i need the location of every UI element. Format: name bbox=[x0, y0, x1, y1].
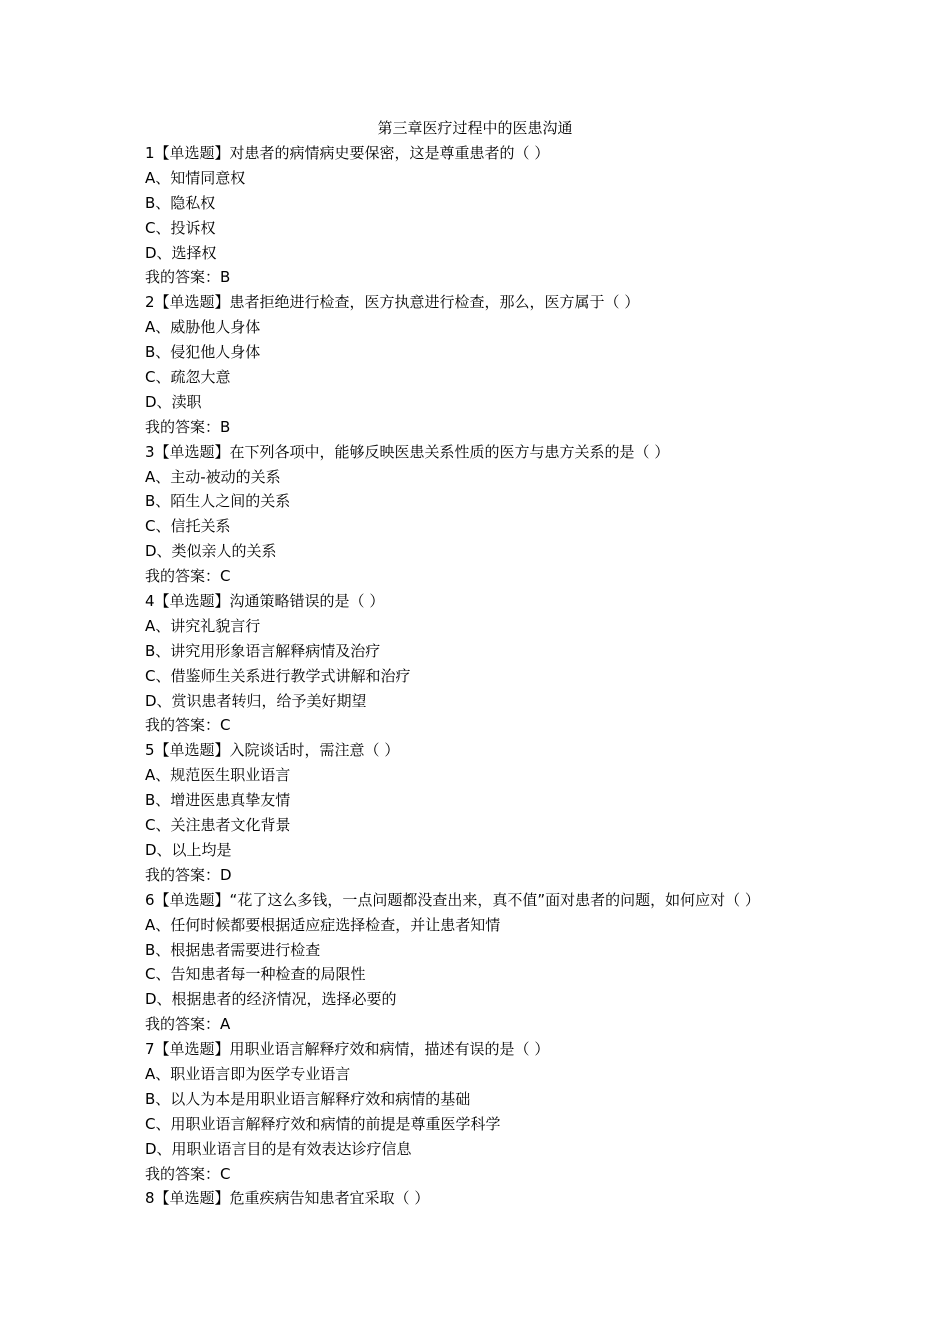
option-b: B、隐私权 bbox=[145, 193, 216, 212]
my-answer: 我的答案：C bbox=[145, 567, 231, 586]
document-title: 第三章医疗过程中的医患沟通 bbox=[377, 119, 573, 137]
question-stem: 5【单选题】入院谈话时，需注意（ ） bbox=[145, 741, 400, 760]
question-stem: 8【单选题】危重疾病告知患者宜采取（ ） bbox=[145, 1189, 430, 1208]
option-b: B、根据患者需要进行检查 bbox=[145, 940, 321, 959]
option-a: A、任何时候都要根据适应症选择检查，并让患者知情 bbox=[145, 915, 501, 934]
option-d: D、赏识患者转归，给予美好期望 bbox=[145, 691, 367, 710]
option-a: A、讲究礼貌言行 bbox=[145, 616, 261, 635]
question-4 bbox=[145, 589, 845, 738]
option-c: C、关注患者文化背景 bbox=[145, 816, 291, 835]
question-8 bbox=[145, 1186, 845, 1211]
option-b: B、侵犯他人身体 bbox=[145, 343, 261, 362]
my-answer: 我的答案：C bbox=[145, 1164, 231, 1183]
option-d: D、选择权 bbox=[145, 243, 217, 262]
option-d: D、用职业语言目的是有效表达诊疗信息 bbox=[145, 1139, 412, 1158]
question-5 bbox=[145, 738, 845, 887]
question-stem: 1【单选题】对患者的病情病史要保密，这是尊重患者的（ ） bbox=[145, 144, 550, 162]
option-b: B、讲究用形象语言解释病情及治疗 bbox=[145, 641, 381, 660]
option-d: D、根据患者的经济情况，选择必要的 bbox=[145, 990, 397, 1009]
option-d: D、渎职 bbox=[145, 392, 202, 411]
my-answer: 我的答案：B bbox=[145, 268, 231, 287]
my-answer: 我的答案：A bbox=[145, 1015, 231, 1034]
question-stem: 6【单选题】“花了这么多钱，一点问题都没查出来，真不值”面对患者的问题，如何应对（ ） bbox=[145, 890, 760, 909]
option-a: A、规范医生职业语言 bbox=[145, 766, 291, 785]
option-b: B、以人为本是用职业语言解释疗效和病情的基础 bbox=[145, 1089, 471, 1108]
option-d: D、类似亲人的关系 bbox=[145, 542, 277, 561]
question-stem: 4【单选题】沟通策略错误的是（ ） bbox=[145, 592, 385, 611]
option-b: B、增进医患真挚友情 bbox=[145, 791, 291, 810]
question-list bbox=[145, 141, 845, 1211]
option-a: A、威胁他人身体 bbox=[145, 318, 261, 337]
option-a: A、主动-被动的关系 bbox=[145, 467, 281, 486]
question-stem: 7【单选题】用职业语言解释疗效和病情，描述有误的是（ ） bbox=[145, 1040, 550, 1059]
option-c: C、借鉴师生关系进行教学式讲解和治疗 bbox=[145, 666, 411, 685]
option-c: C、疏忽大意 bbox=[145, 368, 231, 387]
question-6 bbox=[145, 888, 845, 1037]
my-answer: 我的答案：B bbox=[145, 417, 231, 436]
option-d: D、以上均是 bbox=[145, 840, 232, 859]
question-stem: 2【单选题】患者拒绝进行检查，医方执意进行检查，那么，医方属于（ ） bbox=[145, 293, 640, 312]
my-answer: 我的答案：D bbox=[145, 865, 232, 884]
my-answer: 我的答案：C bbox=[145, 716, 231, 735]
option-c: C、用职业语言解释疗效和病情的前提是尊重医学科学 bbox=[145, 1114, 501, 1133]
option-a: A、职业语言即为医学专业语言 bbox=[145, 1064, 351, 1083]
option-a: A、知情同意权 bbox=[145, 168, 246, 187]
question-2 bbox=[145, 290, 845, 439]
option-b: B、陌生人之间的关系 bbox=[145, 492, 291, 511]
question-1 bbox=[145, 141, 845, 290]
option-c: C、投诉权 bbox=[145, 218, 216, 237]
question-7 bbox=[145, 1037, 845, 1186]
option-c: C、信托关系 bbox=[145, 517, 231, 536]
question-stem: 3【单选题】在下列各项中，能够反映医患关系性质的医方与患方关系的是（ ） bbox=[145, 442, 670, 461]
option-c: C、告知患者每一种检查的局限性 bbox=[145, 965, 366, 984]
question-3 bbox=[145, 440, 845, 589]
